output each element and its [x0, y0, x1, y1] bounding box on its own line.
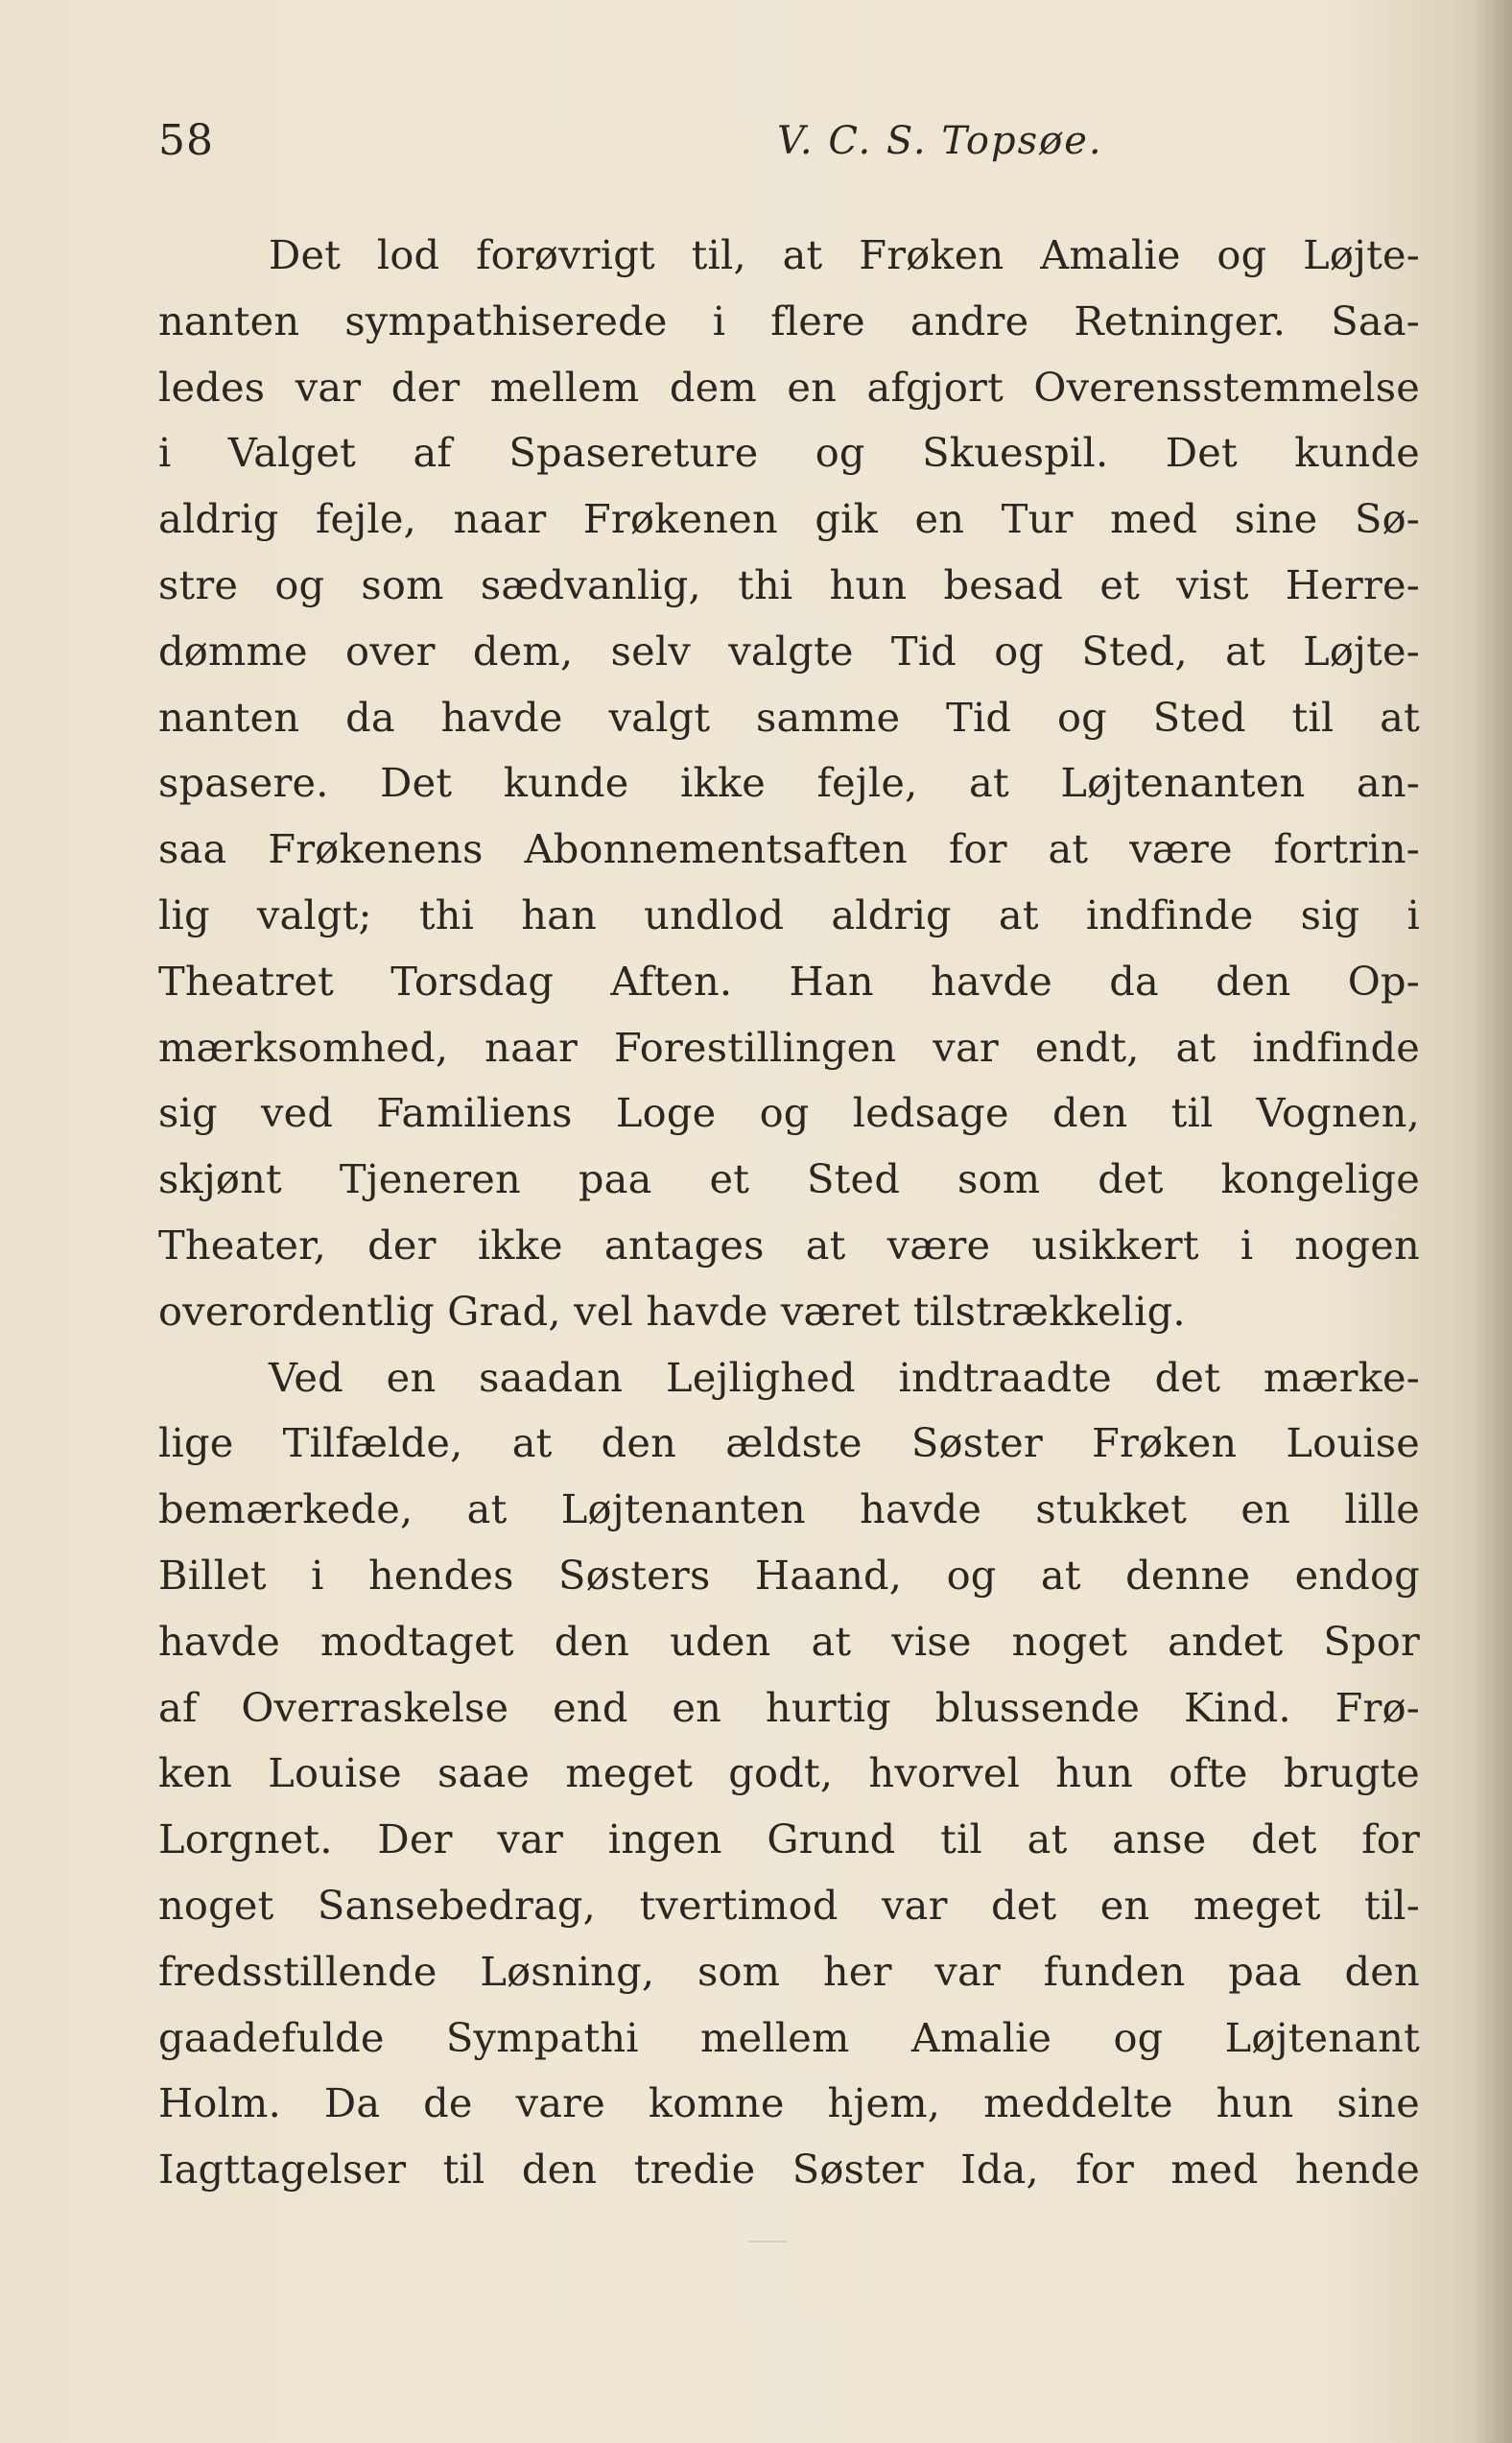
text-line: ken Louise saae meget godt, hvorvel hun ofte brugte [158, 1749, 1420, 1797]
text-line: i Valget af Spasereture og Skuespil. Det kunde [158, 429, 1420, 477]
text-line: ledes var der mellem dem en afgjort Overensstemmelse [158, 363, 1420, 411]
text-line: Billet i hendes Søsters Haand, og at denne endog [158, 1551, 1420, 1599]
text-line: lige Tilfælde, at den ældste Søster Frøken Louise [158, 1419, 1420, 1467]
body-text [158, 223, 1420, 2203]
text-line: sig ved Familiens Loge og ledsage den til Vognen, [158, 1089, 1420, 1137]
text-line: gaadefulde Sympathi mellem Amalie og Løjtenant [158, 2013, 1420, 2061]
text-line: Iagttagelser til den tredie Søster Ida, for med hende [158, 2146, 1420, 2194]
text-line: havde modtaget den uden at vise noget andet Spor [158, 1617, 1420, 1665]
text-line: af Overraskelse end en hurtig blussende Kind. Frø- [158, 1683, 1420, 1731]
text-line: Ved en saadan Lejlighed indtraadte det mærke- [269, 1353, 1420, 1401]
page-smudge [748, 2241, 787, 2242]
text-line: nanten da havde valgt samme Tid og Sted til at [158, 693, 1420, 741]
text-line: fredsstillende Løsning, som her var funden paa den [158, 1947, 1420, 1995]
text-line: spasere. Det kunde ikke fejle, at Løjtenanten an- [158, 759, 1420, 807]
text-line: skjønt Tjeneren paa et Sted som det kongelige [158, 1155, 1420, 1203]
running-head: V. C. S. Topsøe. [777, 119, 1103, 163]
text-line: stre og som sædvanlig, thi hun besad et vist Herre- [158, 560, 1420, 608]
text-line: Lorgnet. Der var ingen Grund til at anse det for [158, 1815, 1420, 1863]
spine-shadow [1474, 0, 1512, 2443]
text-line: dømme over dem, selv valgte Tid og Sted, at Løjte- [158, 627, 1420, 675]
text-line: Det lod forøvrigt til, at Frøken Amalie og Løjte- [269, 231, 1420, 278]
text-line: bemærkede, at Løjtenanten havde stukket en lille [158, 1485, 1420, 1533]
text-line: noget Sansebedrag, tvertimod var det en meget til- [158, 1881, 1420, 1929]
text-line: mærksomhed, naar Forestillingen var endt, at indfinde [158, 1023, 1420, 1071]
text-line: Theatret Torsdag Aften. Han havde da den Op- [158, 957, 1420, 1005]
page-number: 58 [158, 116, 214, 165]
text-line: lig valgt; thi han undlod aldrig at indfinde sig i [158, 890, 1420, 938]
text-line: Holm. Da de vare komne hjem, meddelte hun sine [158, 2079, 1420, 2127]
text-line: saa Frøkenens Abonnementsaften for at være fortrin- [158, 825, 1420, 873]
text-line: nanten sympathiserede i flere andre Retninger. Saa- [158, 296, 1420, 344]
text-line: overordentlig Grad, vel havde været tilstrækkelig. [158, 1287, 1186, 1335]
page-header [158, 107, 1425, 175]
text-line: aldrig fejle, naar Frøkenen gik en Tur med sine Sø- [158, 495, 1420, 543]
text-line: Theater, der ikke antages at være usikkert i nogen [158, 1221, 1420, 1269]
